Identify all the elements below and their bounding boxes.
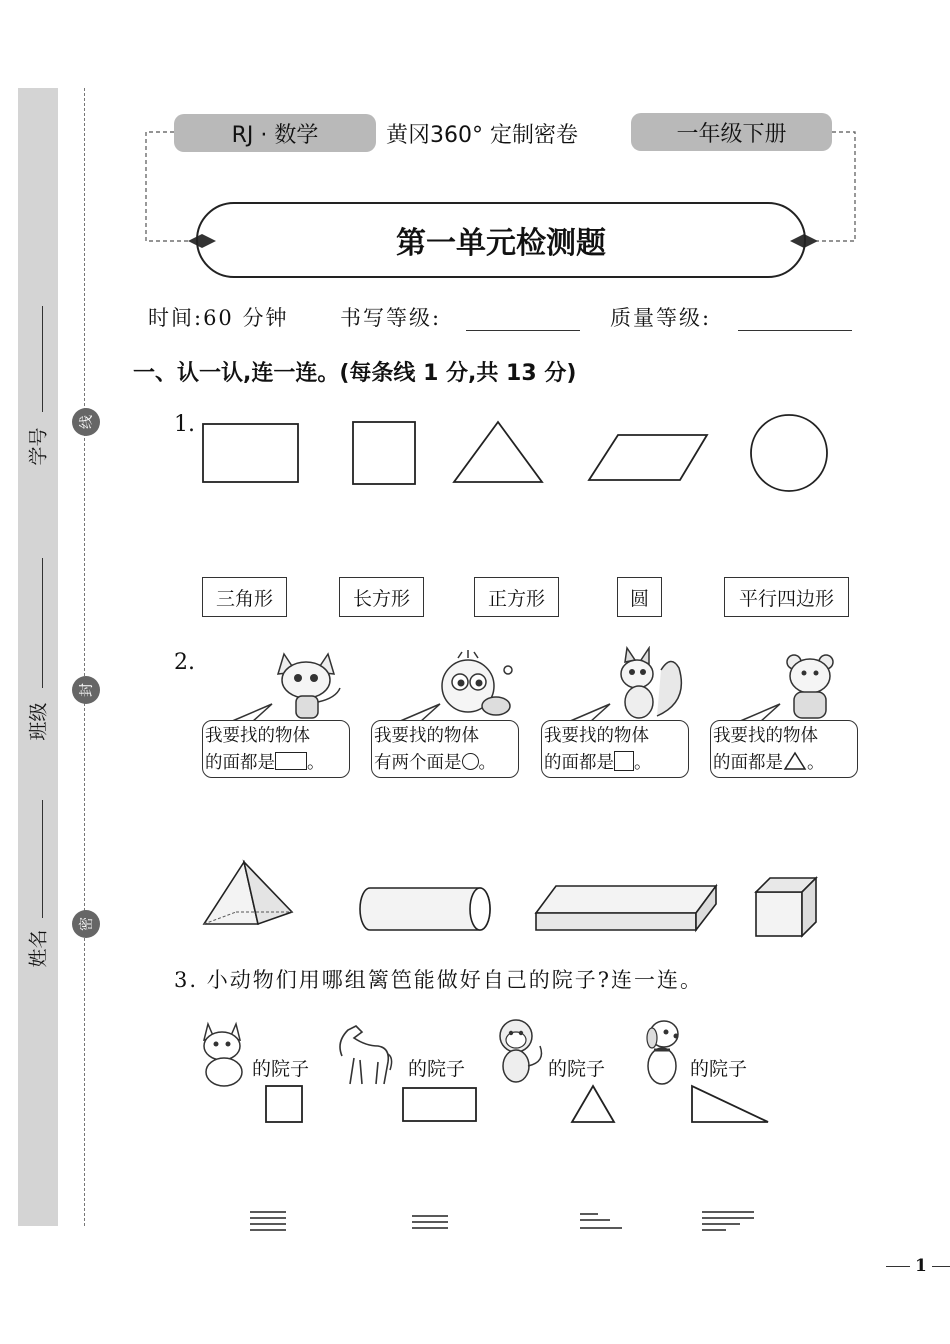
dog-yard-label: 的院子 — [690, 1058, 748, 1080]
section-heading: 一、认一认,连一连。(每条线 1 分,共 13 分) — [133, 361, 577, 386]
circle-icon — [462, 753, 479, 770]
bubble-line2: 的面都是 — [713, 753, 783, 773]
cuboid-icon — [536, 886, 716, 930]
square-icon — [266, 1086, 302, 1122]
name-blank — [42, 800, 43, 918]
monkey-icon — [490, 1016, 548, 1088]
label-rectangle[interactable]: 长方形 — [339, 577, 424, 617]
q2-number: 2. — [174, 650, 195, 675]
triangle-icon — [572, 1086, 614, 1122]
writing-grade-label: 书写等级: — [340, 306, 442, 330]
rectangle-icon — [275, 752, 307, 770]
seal-seal: 封 — [72, 676, 100, 704]
q3-question: 3. 小动物们用哪组篱笆能做好自己的院子?连一连。 — [174, 968, 703, 992]
fence-group-2 — [412, 1216, 448, 1228]
class-label: 班级 — [27, 702, 50, 741]
triangle-icon — [454, 422, 542, 482]
horse-yard-label: 的院子 — [408, 1058, 466, 1080]
q2-solids — [190, 850, 830, 940]
label-circle[interactable]: 圆 — [617, 577, 662, 617]
horse-icon — [332, 1022, 394, 1088]
label-parallelogram[interactable]: 平行四边形 — [724, 577, 849, 617]
quality-grade-blank[interactable] — [738, 330, 852, 331]
page-number: 1 — [915, 1256, 927, 1276]
circle-icon — [751, 415, 827, 491]
square-icon — [353, 422, 415, 484]
series-title: 黄冈360° 定制密卷 — [386, 123, 578, 148]
name-label: 姓名 — [27, 929, 50, 968]
page-rule-left — [886, 1266, 910, 1267]
label-square[interactable]: 正方形 — [474, 577, 559, 617]
bubble-line1: 我要找的物体 — [374, 726, 479, 746]
quality-grade-label: 质量等级: — [610, 306, 712, 330]
square-icon — [614, 751, 634, 771]
q1-shapes — [190, 410, 840, 500]
dog-icon — [640, 1016, 688, 1088]
page-title: 第一单元检测题 — [196, 202, 806, 278]
fence-stick-groups — [240, 1200, 770, 1240]
bubble-line1: 我要找的物体 — [713, 726, 818, 746]
bubble-circle-faces: 我要找的物体 有两个面是 。 — [371, 720, 519, 778]
student-no-blank — [42, 306, 43, 412]
bubble-line1: 我要找的物体 — [205, 726, 310, 746]
student-no-label: 学号 — [27, 427, 50, 466]
seal-line: 线 — [72, 408, 100, 436]
time-info: 时间:60 分钟 — [148, 306, 289, 330]
rectangle-icon — [203, 424, 298, 482]
bubble-line2: 有两个面是 — [374, 753, 462, 773]
fence-group-1 — [250, 1212, 286, 1230]
class-blank — [42, 558, 43, 688]
pyramid-icon — [204, 862, 292, 924]
bubble-line2: 的面都是 — [544, 753, 614, 773]
monkey-yard-label: 的院子 — [548, 1058, 606, 1080]
seal-secret: 密 — [72, 910, 100, 938]
cube-icon — [756, 878, 816, 936]
writing-grade-blank[interactable] — [466, 330, 580, 331]
right-triangle-icon — [692, 1086, 768, 1122]
page-rule-right — [932, 1266, 950, 1267]
cylinder-icon — [360, 888, 490, 930]
triangle-icon — [783, 751, 807, 771]
fence-group-3 — [580, 1214, 622, 1228]
subject-badge: RJ · 数学 — [174, 114, 376, 152]
grade-badge: 一年级下册 — [631, 113, 832, 151]
label-triangle[interactable]: 三角形 — [202, 577, 287, 617]
fence-group-4 — [702, 1212, 754, 1230]
bubble-line1: 我要找的物体 — [544, 726, 649, 746]
cat-yard-label: 的院子 — [252, 1058, 310, 1080]
q3-yard-shapes — [250, 1080, 790, 1130]
q1-number: 1. — [174, 412, 195, 437]
bubble-square-faces: 我要找的物体 的面都是 。 — [541, 720, 689, 778]
bubble-rectangle-faces: 我要找的物体 的面都是 。 — [202, 720, 350, 778]
bubble-triangle-faces: 我要找的物体 的面都是 。 — [710, 720, 858, 778]
rectangle-icon — [403, 1088, 476, 1121]
bubble-line2: 的面都是 — [205, 753, 275, 773]
cat-icon — [198, 1020, 250, 1090]
parallelogram-icon — [589, 435, 707, 480]
